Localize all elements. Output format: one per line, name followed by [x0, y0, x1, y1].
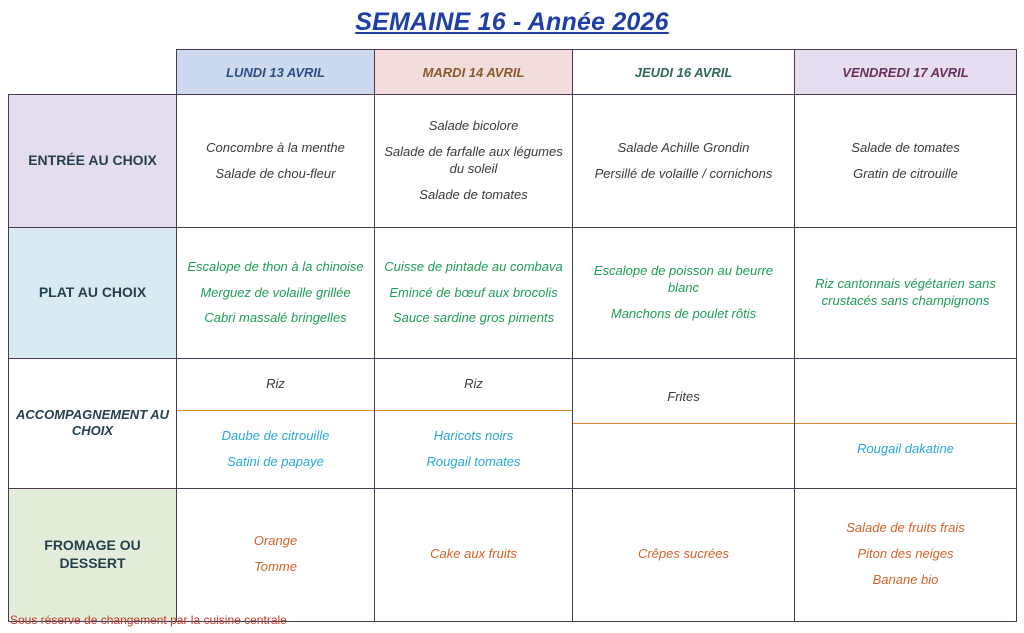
table-row-accompagnement [9, 359, 1017, 489]
table-row-entree [9, 95, 1017, 228]
header-row [9, 50, 1017, 95]
menu-item: Gratin de citrouille [853, 165, 958, 181]
accompagnement-top [177, 359, 374, 411]
row-label-accompagnement: ACCOMPAGNEMENT AU CHOIX [9, 359, 177, 489]
menu-item: Rougail dakatine [857, 440, 954, 456]
day-header-mardi: MARDI 14 AVRIL [375, 50, 573, 95]
menu-item: Cake aux fruits [430, 546, 517, 562]
menu-item: Orange [253, 533, 298, 549]
table-header [9, 50, 1017, 95]
menu-item: Merguez de volaille grillée [200, 284, 351, 300]
accompagnement-top [375, 359, 572, 411]
day-header-jeudi: JEUDI 16 AVRIL [573, 50, 795, 95]
menu-item: Tomme [254, 559, 297, 575]
footnote: Sous réserve de changement par la cuisine centrale [10, 613, 287, 627]
menu-item: Haricots noirs [433, 427, 514, 443]
menu-item: Cuisse de pintade au combava [384, 258, 563, 274]
table-row-plat [9, 228, 1017, 359]
menu-item: Cabri massalé bringelles [204, 310, 347, 326]
menu-item-empty [803, 389, 1008, 406]
menu-item: Concombre à la menthe [206, 139, 345, 155]
menu-item: Escalope de thon à la chinoise [187, 258, 364, 274]
menu-item: Riz cantonnais végétarien sans crustacés sans champignons [815, 276, 996, 308]
page-title: SEMAINE 16 - Année 2026 [355, 8, 669, 36]
menu-item: Salade de chou-fleur [215, 165, 336, 181]
cell-entree-mardi [375, 95, 573, 228]
menu-item: Daube de citrouille [221, 427, 330, 443]
menu-item: Sauce sardine gros piments [392, 310, 555, 326]
day-header-vendredi: VENDREDI 17 AVRIL [795, 50, 1017, 95]
row-label-entree: ENTRÉE AU CHOIX [9, 95, 177, 228]
menu-item: Crêpes sucrées [637, 546, 730, 562]
weekly-menu-table [8, 49, 1017, 622]
cell-entree-lundi [177, 95, 375, 228]
menu-item: Banane bio [872, 572, 939, 588]
menu-item: Riz [266, 376, 285, 391]
menu-item: Frites [667, 388, 700, 404]
row-label-dessert: FROMAGE OU DESSERT [9, 488, 177, 621]
menu-item: Riz [464, 376, 483, 391]
cell-plat-vendredi [795, 228, 1017, 359]
header-corner-cell [9, 50, 177, 95]
accompagnement-bottom [375, 411, 572, 488]
cell-dessert-jeudi [573, 488, 795, 621]
menu-item: Salade de tomates [419, 186, 528, 202]
menu-item: Escalope de poisson au beurre blanc [593, 263, 774, 296]
cell-entree-jeudi [573, 95, 795, 228]
menu-item: Satini de papaye [227, 453, 324, 469]
cell-accompagnement-vendredi [795, 359, 1017, 489]
menu-item: Salade bicolore [428, 118, 519, 134]
cell-dessert-vendredi [795, 488, 1017, 621]
cell-dessert-lundi [177, 488, 375, 621]
day-header-lundi: LUNDI 13 AVRIL [177, 50, 375, 95]
accompagnement-bottom [795, 424, 1016, 475]
menu-item: Salade de farfalle aux légumes du soleil [384, 144, 563, 176]
accompagnement-bottom [573, 424, 794, 475]
menu-item: Manchons de poulet rôtis [610, 305, 757, 321]
menu-item: Piton des neiges [857, 546, 954, 562]
cell-accompagnement-jeudi [573, 359, 795, 489]
menu-item: Rougail tomates [426, 453, 521, 469]
menu-item: Emincé de bœuf aux brocolis [389, 284, 558, 300]
cell-accompagnement-mardi [375, 359, 573, 489]
menu-page [0, 8, 1024, 633]
cell-plat-lundi [177, 228, 375, 359]
accompagnement-top [795, 372, 1016, 424]
row-label-plat: PLAT AU CHOIX [9, 228, 177, 359]
cell-plat-mardi [375, 228, 573, 359]
accompagnement-bottom [177, 411, 374, 488]
menu-item: Salade de fruits frais [846, 520, 965, 536]
cell-accompagnement-lundi [177, 359, 375, 489]
menu-item: Persillé de volaille / cornichons [594, 165, 773, 181]
table-row-dessert [9, 488, 1017, 621]
cell-plat-jeudi [573, 228, 795, 359]
menu-item: Salade de tomates [851, 139, 960, 155]
menu-item: Salade Achille Grondin [617, 139, 750, 155]
cell-entree-vendredi [795, 95, 1017, 228]
menu-item-empty [581, 441, 786, 458]
cell-dessert-mardi [375, 488, 573, 621]
accompagnement-top [573, 372, 794, 424]
